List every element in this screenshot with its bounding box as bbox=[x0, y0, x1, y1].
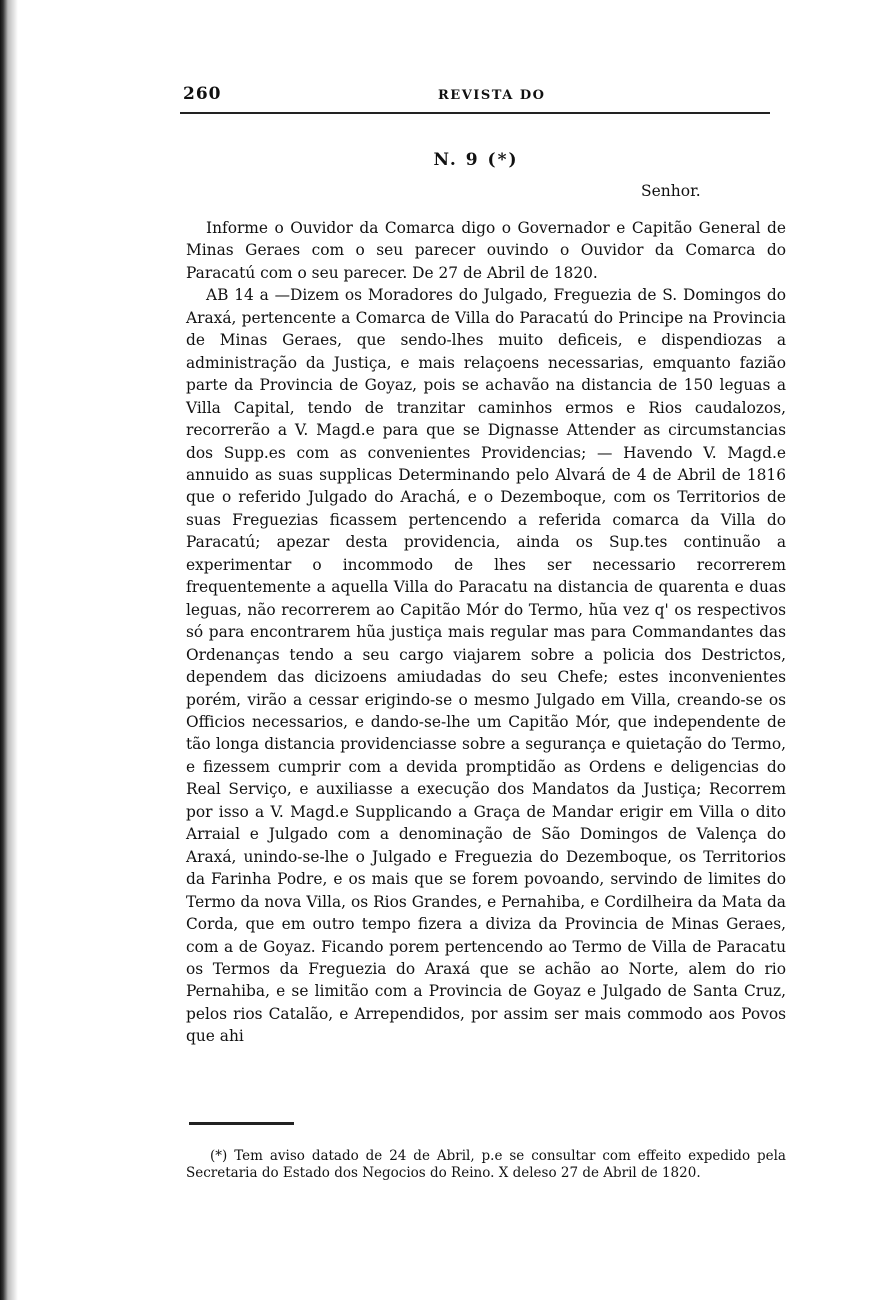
page-number: 260 bbox=[183, 84, 222, 104]
salutation: Senhor. bbox=[641, 182, 701, 200]
page-header bbox=[183, 80, 768, 110]
footnote: (*) Tem aviso datado de 24 de Abril, p.e se consultar com effeito expedido pela Secretaria do Estado dos Negocios do Reino. X deleso 27 de Abril de 1820. bbox=[186, 1148, 786, 1181]
paragraph-dispatch: Informe o Ouvidor da Comarca digo o Governador e Capitão General de Minas Geraes com o seu parecer ouvindo o Ouvidor da Comarca do Paracatú com o seu parecer. De 27 de Abril de 1820. bbox=[186, 219, 786, 282]
page-binding-edge bbox=[0, 0, 18, 1300]
header-rule bbox=[180, 112, 770, 114]
document-number: N. 9 (*) bbox=[433, 150, 519, 170]
running-head: REVISTA DO bbox=[438, 88, 546, 103]
document-body bbox=[186, 217, 786, 1048]
footnote-rule bbox=[189, 1122, 294, 1125]
paragraph-petition: AB 14 a —Dizem os Moradores do Julgado, Freguezia de S. Domingos do Araxá, pertencente a Comarca de Villa do Paracatú do Principe na Provincia de Minas Geraes, que sendo-lhes muito deficeis, e dispendiozas a administração da Justiça, e mais relaçoens necessarias, emquanto fazião parte da Provincia de Goyaz, pois se achavão na distancia de 150 leguas a Villa Capital, tendo de tranzitar caminhos ermos e Rios caudalozos, recorrerão a V. Magd.e para que se Dignasse Attender as circumstancias dos Supp.es com as convenientes Providencias; — Havendo V. Magd.e annuido as suas supplicas Determinando pelo Alvará de 4 de Abril de 1816 que o referido Julgado do Arachá, e o Dezemboque, com os Territorios de suas Freguezias ficassem pertencendo a referida comarca da Villa do Paracatú; apezar desta providencia, ainda os Sup.tes continuão a experimentar o incommodo de lhes ser necessario recorrerem frequentemente a aquella Villa do Paracatu na distancia de quarenta e duas leguas, não recorrerem ao Capitão Mór do Termo, hũa vez q' os respectivos só para encontrarem hũa justiça mais regular mas para Commandantes das Ordenanças tendo a seu cargo viajarem sobre a policia dos Destrictos, dependem das dicizoens amiudadas do seu Chefe; estes inconvenientes porém, virão a cessar erigindo-se o mesmo Julgado em Villa, creando-se os Officios necessarios, e dando-se-lhe um Capitão Mór, que independente de tão longa distancia providenciasse sobre a segurança e quietação do Termo, e fizessem cumprir com a devida promptidão as Ordens e deligencias do Real Serviço, e auxiliasse a execução dos Mandatos da Justiça; Recorrem por isso a V. Magd.e Supplicando a Graça de Mandar erigir em Villa o dito Arraial e Julgado com a denominação de São Domingos de Valença do Araxá, unindo-se-lhe o Julgado e Freguezia do Dezemboque, os Territorios da Farinha Podre, e os mais que se forem povoando, servindo de limites do Termo da nova Villa, os Rios Grandes, e Pernahiba, e Cordilheira da Mata da Corda, que em outro tempo fizera a diviza da Provincia de Minas Geraes, com a de Goyaz. Ficando porem pertencendo ao Termo de Villa de Paracatu os Termos da Freguezia do Araxá que se achão ao Norte, alem do rio Pernahiba, e se limitão com a Provincia de Goyaz e Julgado de Santa Cruz, pelos rios Catalão, e Arrependidos, por assim ser mais commodo aos Povos que ahi bbox=[186, 286, 786, 1046]
